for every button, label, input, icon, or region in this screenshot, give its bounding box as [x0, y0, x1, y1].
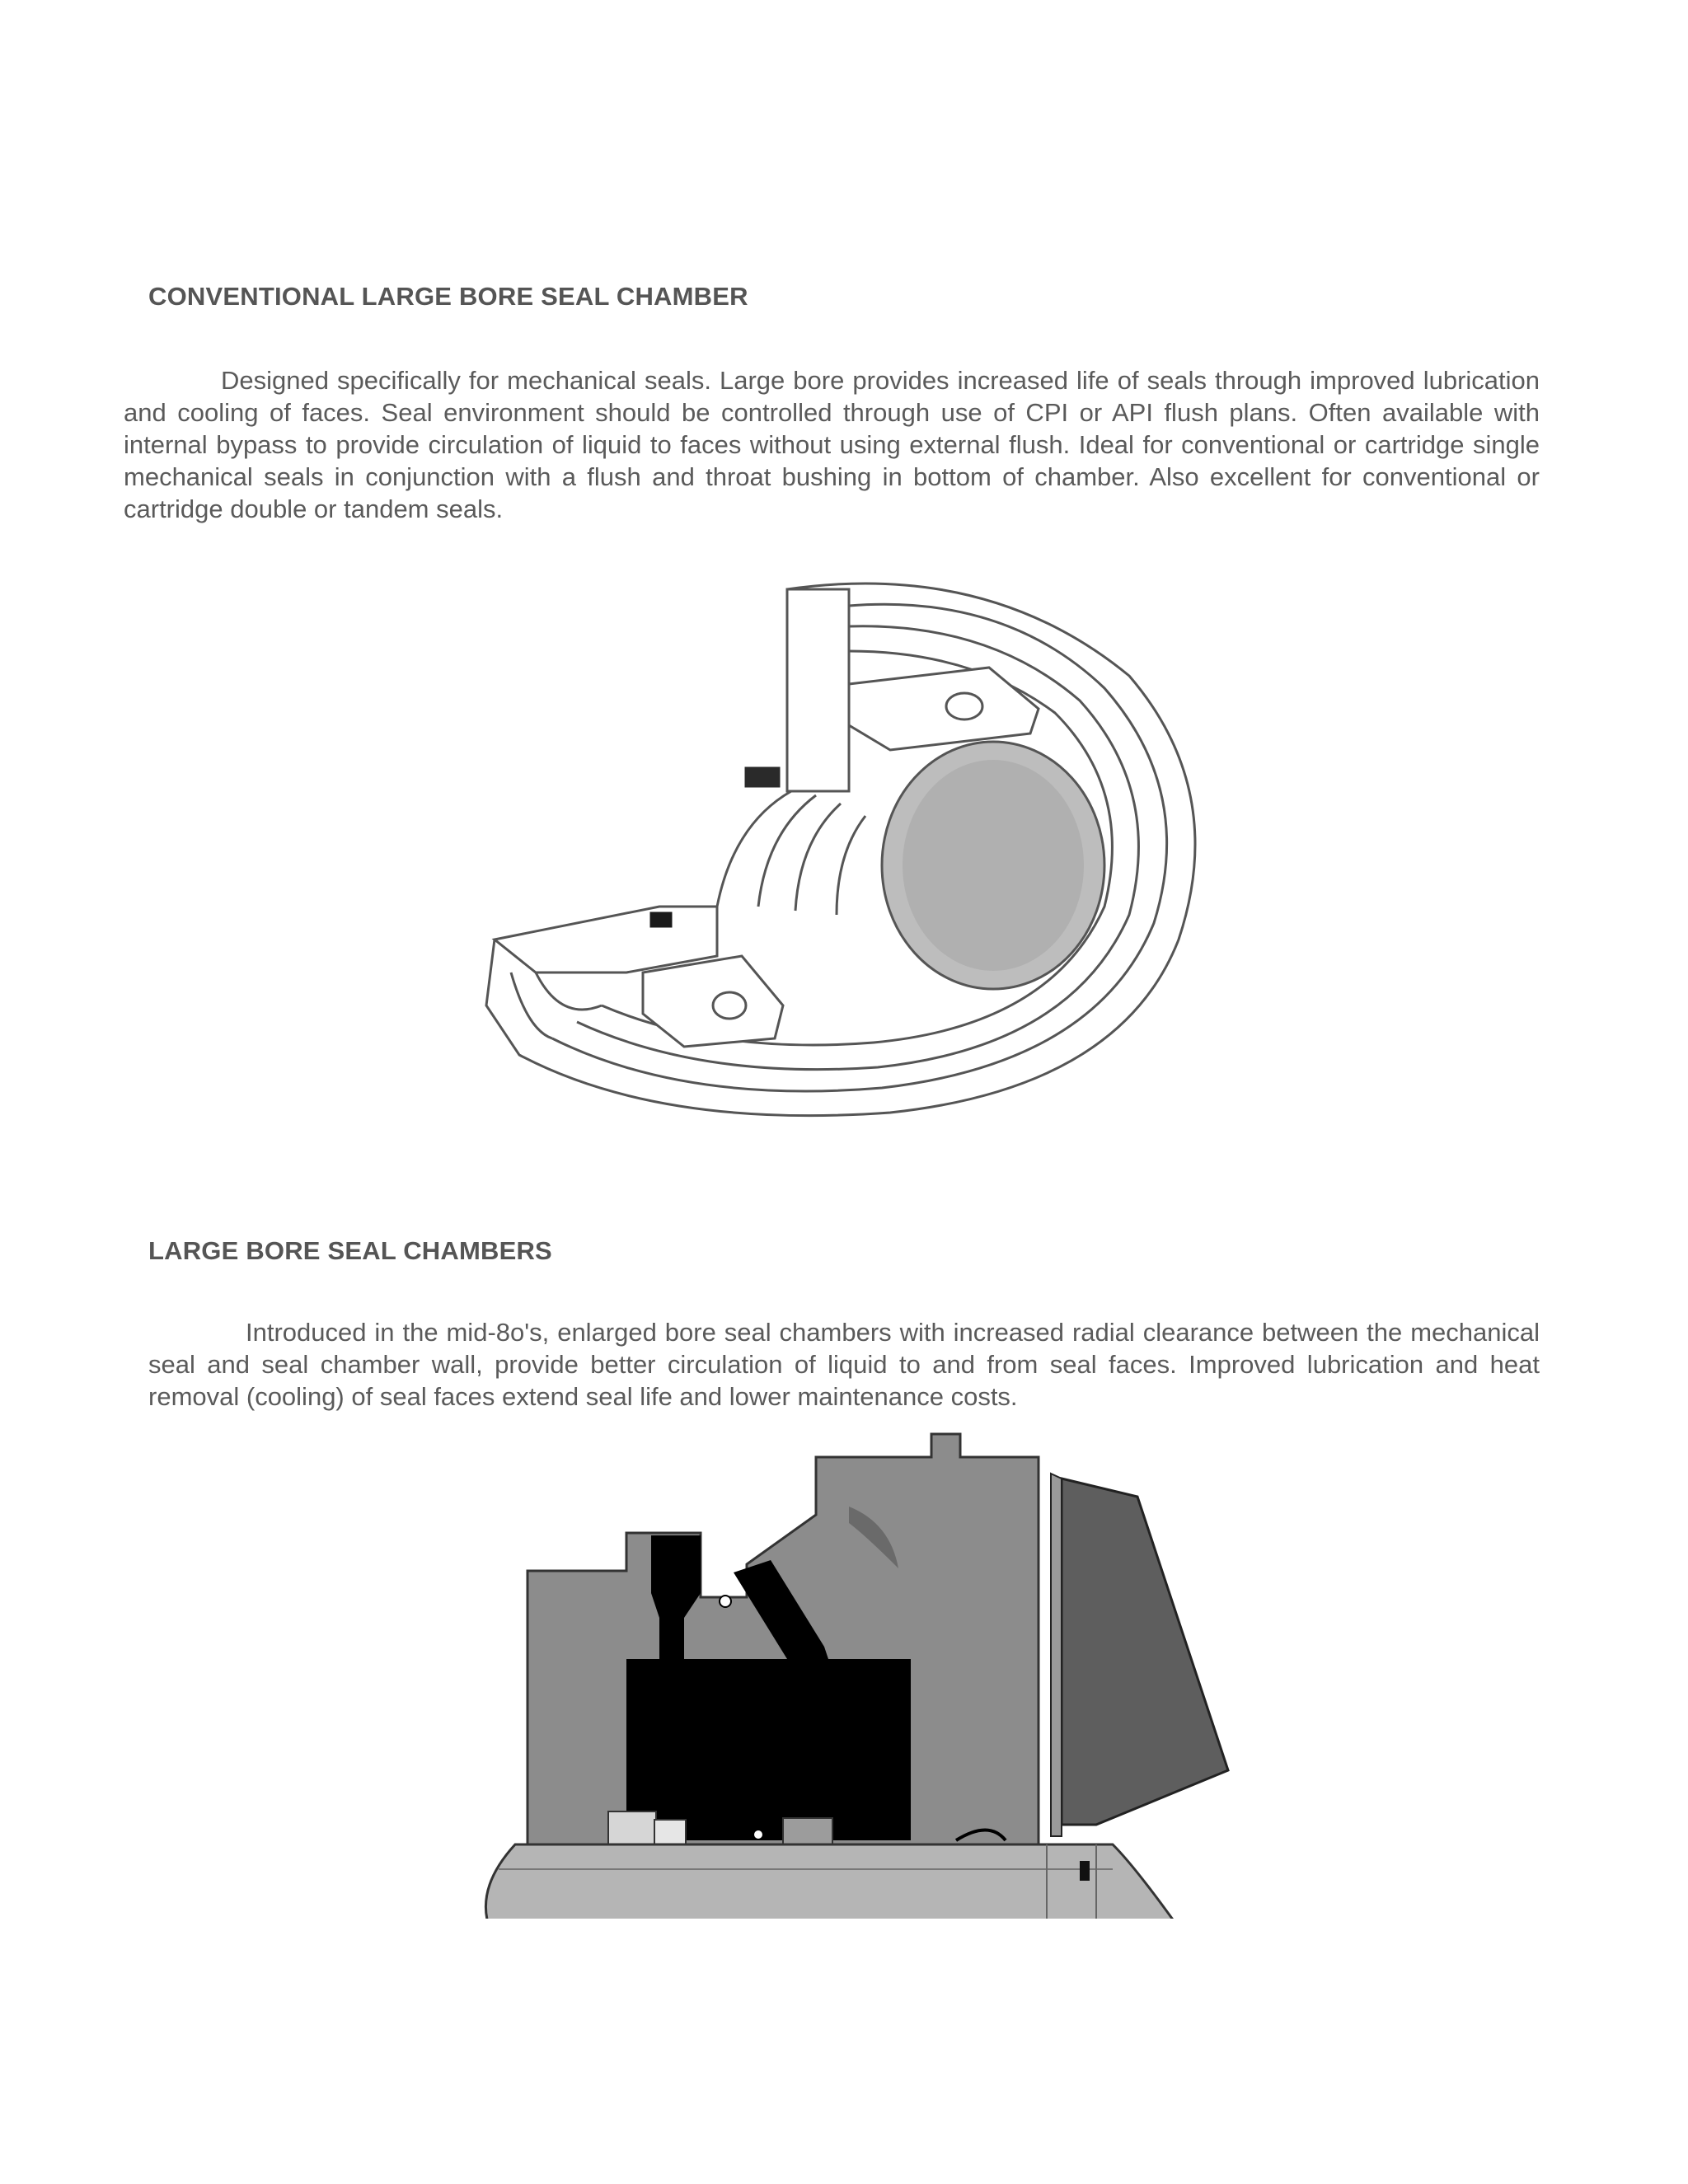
- large-bore-cross-section-drawing: [462, 1424, 1253, 1919]
- seal-chamber-cutaway-drawing: [462, 544, 1236, 1137]
- section-body-conventional: Designed specifically for mechanical seals. Large bore provides increased life of seals through improved lubrication and cooling of faces. Seal environment should be controlled through use of CPI or API flush plans. Often available with internal bypass to provide circulation of liquid to faces without using external flush. Ideal for conventional or cartridge single mechanical seals in conjunction with a flush and throat bushing in bottom of chamber. Also excellent for conventional or cartridge double or tandem seals.: [124, 366, 1540, 523]
- section-heading-conventional: CONVENTIONAL LARGE BORE SEAL CHAMBER: [148, 282, 748, 311]
- seal-chamber-cutaway-figure: [462, 544, 1236, 1137]
- section-body-large-bore: Introduced in the mid-8o's, enlarged bore seal chambers with increased radial clearance between the mechanical seal and seal chamber wall, provide better circulation of liquid to and from seal faces. Improved lubrication and heat removal (cooling) of seal faces extend seal life and lower maintenance costs.: [148, 1318, 1540, 1411]
- section-heading-large-bore: LARGE BORE SEAL CHAMBERS: [148, 1236, 552, 1265]
- large-bore-cross-section-figure: [462, 1424, 1253, 1919]
